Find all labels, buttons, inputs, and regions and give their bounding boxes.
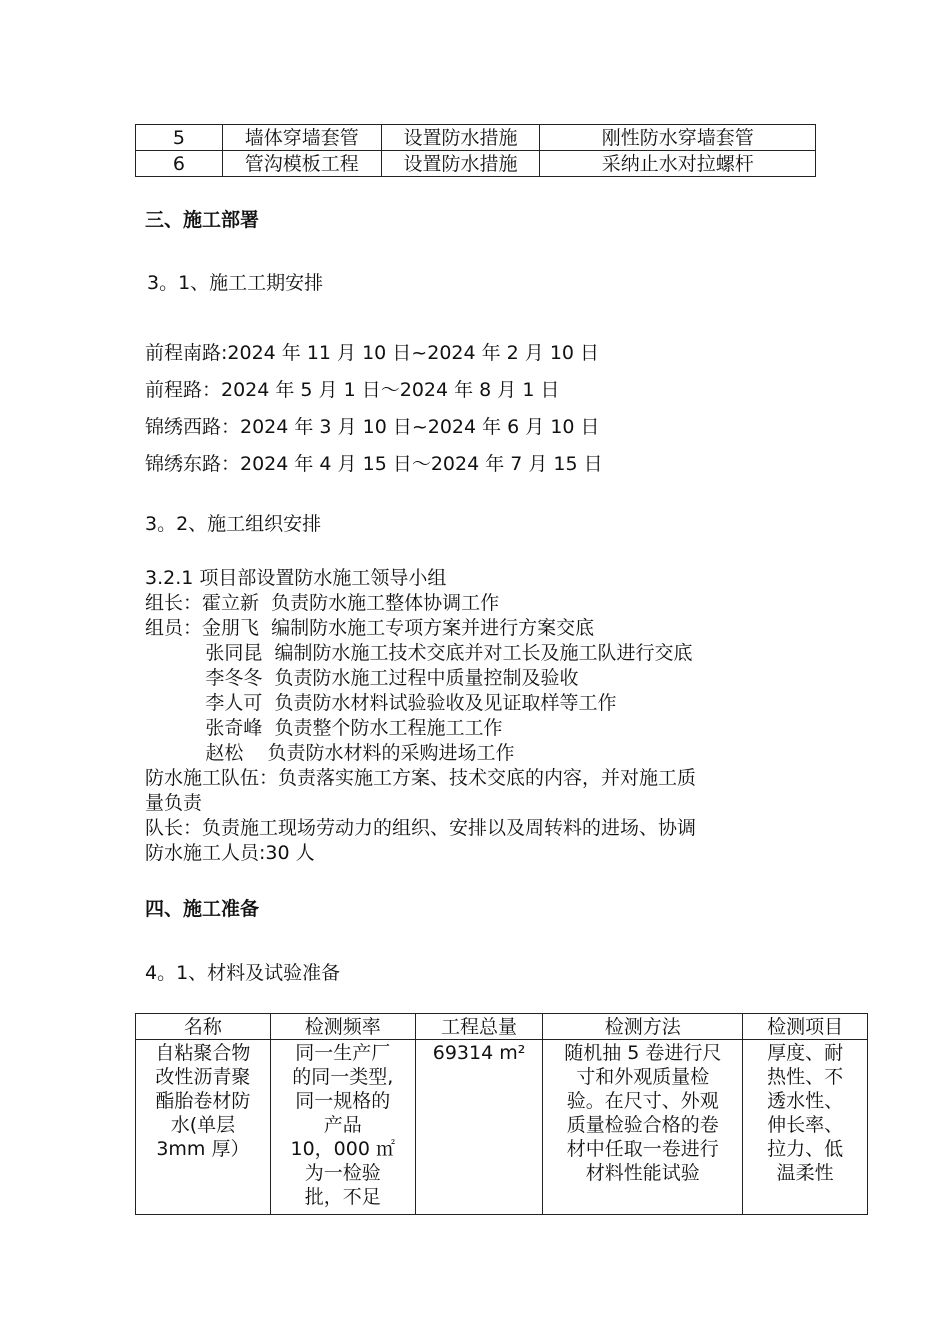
org-line: 张同昆 编制防水施工技术交底并对工长及施工队进行交底	[145, 642, 693, 664]
org-line: 李冬冬 负责防水施工过程中质量控制及验收	[145, 667, 579, 689]
row-item: 墙体穿墙套管	[222, 125, 381, 151]
total-quantity: 69314 m²	[432, 1042, 526, 1064]
section-heading: 三、施工部署	[145, 209, 260, 231]
schedule-line: 前程南路:2024 年 11 月 10 日~2024 年 2 月 10 日	[145, 342, 600, 364]
org-line: 队长：负责施工现场劳动力的组织、安排以及周转料的进场、协调	[145, 817, 697, 839]
row-measure: 设置防水措施	[381, 151, 540, 177]
org-line: 赵松 负责防水材料的采购进场工作	[145, 742, 515, 764]
material-name: 自粘聚合物 改性沥青聚 酯胎卷材防 水(单层 3mm 厚）	[155, 1042, 251, 1160]
org-line: 组员：金朋飞 编制防水施工专项方案并进行方案交底	[145, 617, 595, 639]
row-measure: 设置防水措施	[381, 125, 540, 151]
row-number: 5	[136, 125, 223, 151]
org-line: 防水施工人员:30 人	[145, 842, 315, 864]
schedule-line: 前程路：2024 年 5 月 1 日～2024 年 8 月 1 日	[145, 379, 560, 401]
header-cell: 检测频率	[270, 1014, 415, 1040]
org-line: 防水施工队伍：负责落实施工方案、技术交底的内容，并对施工质	[145, 767, 697, 789]
row-method: 采纳止水对拉螺杆	[540, 151, 816, 177]
org-line: 组长：霍立新 负责防水施工整体协调工作	[145, 592, 500, 614]
test-frequency: 同一生产厂 的同一类型, 同一规格的 产品 10，000 ㎡ 为一检验 批，不足	[290, 1042, 395, 1208]
org-line: 李人可 负责防水材料试验验收及见证取样等工作	[145, 692, 617, 714]
test-items: 厚度、耐 热性、不 透水性、 伸长率、 拉力、低 温柔性	[767, 1042, 844, 1184]
items-cell	[743, 1040, 868, 1215]
org-line: 张奇峰 负责整个防水工程施工工作	[145, 717, 503, 739]
quantity-cell	[415, 1040, 543, 1215]
subsection-heading: 4。1、材料及试验准备	[145, 962, 341, 984]
table-header-row	[136, 1014, 868, 1040]
org-line: 3.2.1 项目部设置防水施工领导小组	[145, 567, 447, 589]
header-cell: 检测方法	[543, 1014, 743, 1040]
frequency-cell	[270, 1040, 415, 1215]
header-cell: 名称	[136, 1014, 271, 1040]
org-line: 量负责	[145, 792, 203, 814]
row-number: 6	[136, 151, 223, 177]
schedule-line: 锦绣西路：2024 年 3 月 10 日~2024 年 6 月 10 日	[145, 416, 600, 438]
table-row	[136, 1040, 868, 1215]
header-cell: 检测项目	[743, 1014, 868, 1040]
schedule-line: 锦绣东路：2024 年 4 月 15 日～2024 年 7 月 15 日	[145, 453, 603, 475]
test-method: 随机抽 5 卷进行尺 寸和外观质量检 验。在尺寸、外观 质量检验合格的卷 材中任取一卷进行 材料性能试验	[564, 1042, 722, 1184]
material-test-table	[135, 1013, 868, 1215]
table-row	[136, 151, 816, 177]
row-method: 刚性防水穿墙套管	[540, 125, 816, 151]
header-cell: 工程总量	[415, 1014, 543, 1040]
table-row	[136, 125, 816, 151]
construction-measures-table	[135, 124, 816, 177]
row-item: 管沟模板工程	[222, 151, 381, 177]
subsection-heading: 3。2、施工组织安排	[145, 513, 322, 535]
subsection-heading: 3。1、施工工期安排	[147, 272, 324, 294]
material-name-cell	[136, 1040, 271, 1215]
section-heading: 四、施工准备	[145, 898, 260, 920]
method-cell	[543, 1040, 743, 1215]
